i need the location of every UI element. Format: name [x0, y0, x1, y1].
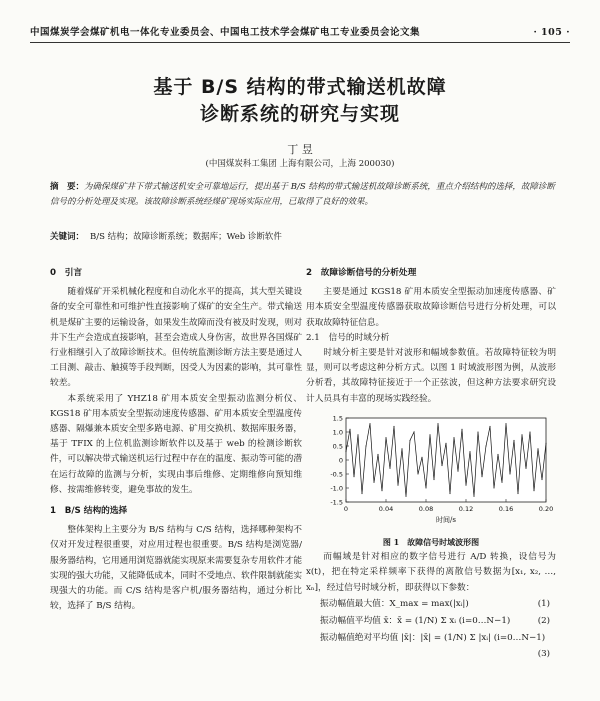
title-line-1: 基于 B/S 结构的带式输送机故障 [153, 76, 447, 98]
data-point [390, 468, 391, 469]
data-point [442, 465, 443, 466]
data-point [350, 429, 351, 430]
data-point [462, 429, 463, 430]
y-tick-label: -1.0 [330, 484, 343, 493]
section-2-paragraph-1: 主要是通过 KGS18 矿用本质安全型振动加速度传感器、矿用本质安全型温度传感器获取故障诊断信号进行分析处理，可以获取故障特征信息。 [306, 287, 556, 328]
waveform-chart [306, 410, 556, 528]
x-tick-label: 0 [343, 504, 349, 513]
running-head-text: 中国煤炭学会煤矿机电一体化专业委员会、中国电工技术学会煤矿电工专业委员会论文集 [30, 27, 421, 38]
equation-2 [306, 613, 556, 630]
data-point [530, 431, 531, 432]
section-0-paragraph-2: 本系统采用了 YHZ18 矿用本质安全型振动监测分析仪、KGS18 矿用本质安全型振动速度传感器、矿用本质安全型温度传感器、隔爆兼本质安全型多路电源、矿用交换机、数据库服务器，基于 TFIX 的上位机监测诊断软件以及基于 web 的检测诊断软件，可以解决带式输送机运行过程中存在的温度、振动等可能的潜在运行故障的监测与分析，实现由事后维修、定期维修向预知维修、按需维修转变，避免事故的发生。 [50, 393, 302, 495]
section-0-heading: 0 引言 [50, 268, 83, 278]
y-tick-label: 0.5 [332, 442, 343, 451]
data-point [518, 493, 519, 494]
right-column [306, 266, 556, 661]
section-1-paragraph-1: 整体架构上主要分为 B/S 结构与 C/S 结构，选择哪种架构不仅对开发过程很重要，对应用过程也很重要。B/S 结构是浏览器/服务器结构，它用通用浏览器就能实现原来需要复杂专用软件才能实现的强大功能，又能降低成本，同时不受地点、软件限制就能实现强大的功能。而 C/S 结构是客户机/服务器结构，通过分析比较，选择了 B/S 结构。 [50, 525, 302, 612]
equation-1-number: (1) [537, 598, 550, 609]
data-point [446, 443, 447, 444]
abstract-label: 摘 要： [50, 182, 85, 192]
data-point [378, 454, 379, 455]
title-line-2: 诊断系统的研究与实现 [199, 103, 400, 125]
data-point [370, 423, 371, 424]
data-point [450, 493, 451, 494]
figure-1-caption: 图 1 故障信号时域波形图 [382, 537, 480, 548]
data-point [478, 431, 479, 432]
running-head [30, 22, 570, 43]
y-tick-label: -0.5 [330, 470, 343, 479]
y-tick-label: 0 [338, 456, 343, 465]
data-point [374, 482, 375, 483]
data-point [418, 473, 419, 474]
abstract-text: 为确保煤矿井下带式输送机安全可靠地运行，提出基于 B/S 结构的带式输送机故障诊断系统，重点介绍结构的选择，故障诊断信号的分析处理及实现。该故障诊断系统经煤矿现场实际应用，已取得了良好的效果。 [50, 182, 555, 207]
data-point [406, 496, 407, 497]
x-tick-label: 0.16 [498, 504, 514, 513]
y-tick-label: 1.0 [332, 428, 343, 437]
section-1-heading: 1 B/S 结构的选择 [50, 506, 128, 517]
data-point [382, 490, 383, 491]
data-point [454, 437, 455, 438]
data-point [354, 476, 355, 477]
x-tick-label: 0.04 [378, 504, 394, 513]
equation-2-body: 振动幅值平均值 x̄：x̄ = (1/N) Σ xᵢ (i=0…N−1) [320, 615, 511, 626]
data-point [458, 471, 459, 472]
keywords-label: 关键词： [50, 232, 85, 242]
keywords [50, 230, 560, 244]
equation-2-number: (2) [537, 615, 550, 626]
data-point [466, 485, 467, 486]
data-point [514, 440, 515, 441]
data-point [398, 485, 399, 486]
data-point [546, 443, 547, 444]
data-point [490, 426, 491, 427]
data-point [410, 440, 411, 441]
data-point [470, 451, 471, 452]
section-2-1-paragraph-1: 时域分析主要是针对波形和幅域参数值。若故障特征较为明显，则可以考虑这种分析方式。以图 1 时域波形图为例，从波形分析看，其故障特征接近于一个正弦波，但这种方法要求研究设计人员具有丰富的现场实践经验。 [306, 348, 556, 404]
equation-1 [306, 596, 556, 613]
data-point [526, 468, 527, 469]
x-tick-label: 0.08 [418, 504, 434, 513]
equation-3-number: (3) [537, 648, 550, 659]
data-point [486, 445, 487, 446]
paper-title [0, 74, 600, 128]
section-2-1-heading: 2.1 信号的时域分析 [306, 332, 390, 343]
y-tick-label: 1.5 [332, 414, 343, 423]
data-point [434, 479, 435, 480]
data-point [474, 496, 475, 497]
data-point [510, 473, 511, 474]
data-point [438, 423, 439, 424]
data-point [538, 448, 539, 449]
equation-1-body: 振动幅值最大值：X_max = max(|xᵢ|) [320, 598, 469, 609]
equation-3-body: 振动幅值绝对平均值 |x̄|：|x̄| = (1/N) Σ |xᵢ| (i=0…N−1) [320, 632, 546, 643]
data-point [402, 448, 403, 449]
plot-frame [346, 418, 546, 502]
data-point [426, 487, 427, 488]
data-point [394, 426, 395, 427]
data-point [542, 479, 543, 480]
data-point [502, 482, 503, 483]
section-0-paragraph-1: 随着煤矿开采机械化程度和自动化水平的提高，其大型关键设备的安全可靠性和可维护性直接影响了煤矿的安全生产。带式输送机是煤矿主要的运输设备，如果发生故障而没有被及时发现，则对井下生产会造成直接影响，甚至会造成人身伤害，故世界各国煤矿行业相继引入了故障诊断技术。但传统监测诊断方法主要是通过人工目测、敲击、触摸等手段判断，因受人为因素的影响，其可靠性较差。 [50, 287, 302, 389]
x-tick-label: 0.12 [458, 504, 474, 513]
y-tick-label: -1.5 [330, 498, 343, 507]
data-point [362, 493, 363, 494]
affiliation: (中国煤炭科工集团 上海有限公司，上海 200030) [205, 159, 395, 169]
author: 丁 昱 [287, 143, 313, 156]
x-tick-label: 0.20 [538, 504, 554, 513]
data-point [494, 487, 495, 488]
data-point [414, 431, 415, 432]
data-point [522, 434, 523, 435]
figure-1 [306, 410, 556, 550]
data-point [386, 437, 387, 438]
after-figure-paragraph: 而幅域是针对相应的数字信号进行 A/D 转换，设信号为 x(t)，把在特定采样频率下获得的离散信号数据为[x₁, x₂, …, xₙ]，经过信号时域分析，即获得以下参数： [306, 552, 556, 593]
data-point [534, 490, 535, 491]
data-point [498, 454, 499, 455]
data-point [358, 434, 359, 435]
abstract [50, 180, 560, 210]
data-point [422, 457, 423, 458]
x-axis-label: 时间/s [436, 515, 456, 524]
page-number: · 105 · [533, 27, 570, 38]
left-column [50, 266, 302, 614]
keywords-text: B/S 结构；故障诊断系统；数据库；Web 诊断软件 [90, 232, 282, 242]
data-point [430, 434, 431, 435]
data-point [482, 476, 483, 477]
equation-3 [306, 630, 556, 647]
section-2-heading: 2 故障诊断信号的分析处理 [306, 268, 417, 278]
data-point [346, 451, 347, 452]
data-point [366, 445, 367, 446]
data-point [506, 423, 507, 424]
